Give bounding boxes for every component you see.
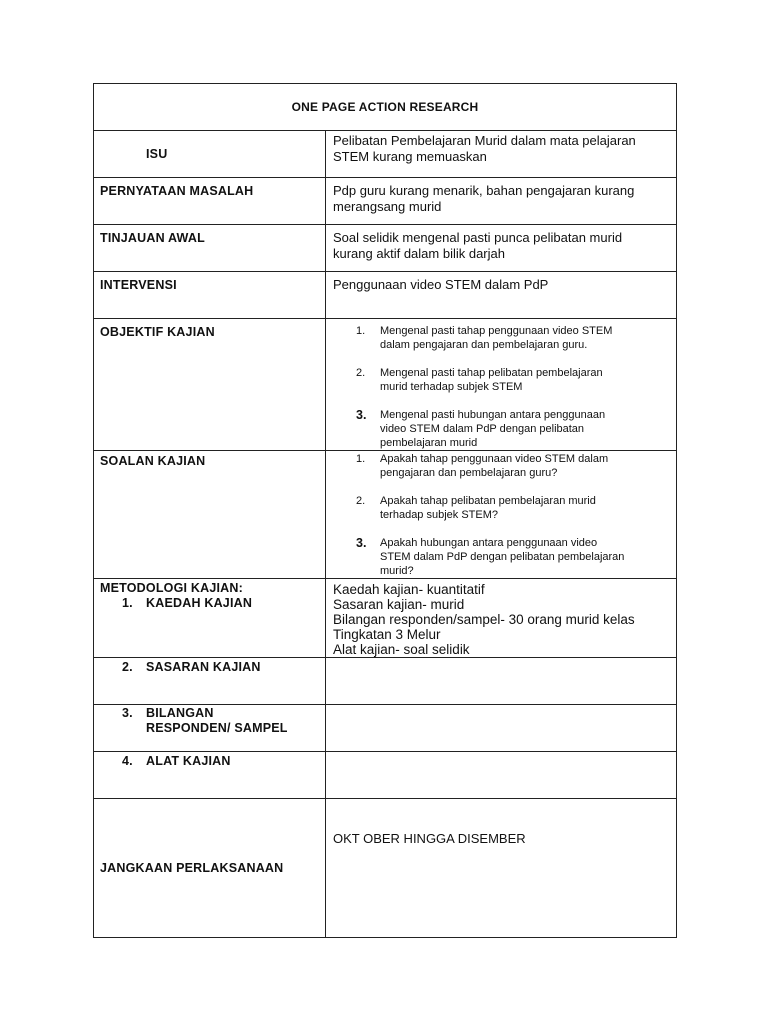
alat-kajian-label xyxy=(100,754,325,769)
list-item xyxy=(356,452,676,480)
soalan-kajian-label: SOALAN KAJIAN xyxy=(100,454,206,468)
list-item xyxy=(356,366,676,394)
intervensi-label-cell xyxy=(94,272,326,319)
isu-value-cell xyxy=(326,131,677,178)
jangkaan-perlaksanaan-label: JANGKAAN PERLAKSANAAN xyxy=(100,860,284,875)
soalan-kajian-value-cell xyxy=(326,451,677,579)
list-item-line: Mengenal pasti tahap penggunaan video STEM xyxy=(380,325,613,337)
metodologi-line-1: Kaedah kajian- kuantitatif xyxy=(333,582,485,597)
list-item-line: pengajaran dan pembelajaran guru? xyxy=(380,467,558,479)
document-title xyxy=(94,84,677,131)
metodologi-value-cell xyxy=(326,579,677,658)
objektif-kajian-list xyxy=(326,324,676,450)
title-row xyxy=(94,84,677,131)
isu-label: ISU xyxy=(146,146,168,161)
sasaran-kajian-label xyxy=(100,660,325,675)
row-soalan-kajian xyxy=(94,451,677,579)
list-item-line: Apakah tahap pelibatan pembelajaran murid xyxy=(380,495,596,507)
jangkaan-perlaksanaan-label-cell xyxy=(94,799,326,938)
list-item-line: murid terhadap subjek STEM xyxy=(380,381,523,393)
tinjauan-awal-value-cell xyxy=(326,225,677,272)
bilangan-responden-value-cell xyxy=(326,705,677,752)
isu-label-cell xyxy=(94,131,326,178)
sasaran-kajian-value-cell xyxy=(326,658,677,705)
objektif-kajian-label-cell xyxy=(94,319,326,451)
list-item-line: dalam pengajaran dan pembelajaran guru. xyxy=(380,339,588,351)
metodologi-line-2: Sasaran kajian- murid xyxy=(333,597,465,612)
intervensi-value-cell xyxy=(326,272,677,319)
list-item xyxy=(356,536,676,578)
sasaran-kajian-number: 2. xyxy=(122,660,133,674)
row-pernyataan-masalah xyxy=(94,178,677,225)
row-isu xyxy=(94,131,677,178)
alat-kajian-value-cell xyxy=(326,752,677,799)
list-item-line: Mengenal pasti tahap pelibatan pembelajaran xyxy=(380,367,603,379)
list-item-number: 3. xyxy=(356,408,367,422)
list-item-line: pembelajaran murid xyxy=(380,437,478,449)
row-objektif-kajian xyxy=(94,319,677,451)
bilangan-responden-line-2: RESPONDEN/ SAMPEL xyxy=(146,721,288,735)
metodologi-label-cell xyxy=(94,579,326,658)
bilangan-responden-number: 3. xyxy=(122,706,133,720)
document-title-text: ONE PAGE ACTION RESEARCH xyxy=(291,100,479,114)
list-item-number: 3. xyxy=(356,536,367,550)
list-item xyxy=(356,324,676,352)
tinjauan-awal-line-1: Soal selidik mengenal pasti punca pelibatan murid xyxy=(333,230,623,245)
bilangan-responden-label xyxy=(100,706,325,736)
metodologi-label: METODOLOGI KAJIAN: xyxy=(100,581,243,595)
list-item-line: terhadap subjek STEM? xyxy=(380,509,499,521)
metodologi-line-5: Alat kajian- soal selidik xyxy=(333,642,470,657)
soalan-kajian-label-cell xyxy=(94,451,326,579)
list-item-line: STEM dalam PdP dengan pelibatan pembelajaran xyxy=(380,551,625,563)
alat-kajian-number: 4. xyxy=(122,754,133,768)
objektif-kajian-value-cell xyxy=(326,319,677,451)
intervensi-label: INTERVENSI xyxy=(100,278,177,292)
sasaran-kajian-label-cell xyxy=(94,658,326,705)
objektif-kajian-label: OBJEKTIF KAJIAN xyxy=(100,325,215,339)
list-item-line: Apakah hubungan antara penggunaan video xyxy=(380,537,598,549)
pernyataan-masalah-value-cell xyxy=(326,178,677,225)
list-item-number: 2. xyxy=(356,495,366,507)
row-intervensi xyxy=(94,272,677,319)
alat-kajian-label-cell xyxy=(94,752,326,799)
bilangan-responden-label-cell xyxy=(94,705,326,752)
pernyataan-masalah-line-2: merangsang murid xyxy=(333,199,442,214)
row-alat-kajian xyxy=(94,752,677,799)
tinjauan-awal-label: TINJAUAN AWAL xyxy=(100,231,205,245)
list-item xyxy=(356,408,676,450)
list-item xyxy=(356,494,676,522)
row-metodologi-kajian xyxy=(94,579,677,658)
metodologi-line-4: Tingkatan 3 Melur xyxy=(333,627,441,642)
kaedah-kajian-number: 1. xyxy=(122,596,133,610)
alat-kajian-text: ALAT KAJIAN xyxy=(146,754,231,768)
pernyataan-masalah-label-cell xyxy=(94,178,326,225)
list-item-line: murid? xyxy=(380,565,414,577)
list-item-line: video STEM dalam PdP dengan pelibatan xyxy=(380,423,585,435)
row-sasaran-kajian xyxy=(94,658,677,705)
row-bilangan-responden xyxy=(94,705,677,752)
tinjauan-awal-line-2: kurang aktif dalam bilik darjah xyxy=(333,246,505,261)
list-item-number: 1. xyxy=(356,453,366,465)
row-tinjauan-awal xyxy=(94,225,677,272)
isu-line-2: STEM kurang memuaskan xyxy=(333,149,487,164)
kaedah-kajian-label xyxy=(100,596,325,611)
list-item-line: Apakah tahap penggunaan video STEM dalam xyxy=(380,453,609,465)
jangkaan-perlaksanaan-value: OKT OBER HINGGA DISEMBER xyxy=(333,831,526,846)
jangkaan-perlaksanaan-value-cell xyxy=(326,799,677,938)
kaedah-kajian-text: KAEDAH KAJIAN xyxy=(146,596,253,610)
isu-line-1: Pelibatan Pembelajaran Murid dalam mata pelajaran xyxy=(333,133,636,148)
list-item-number: 1. xyxy=(356,325,366,337)
action-research-table xyxy=(93,83,677,938)
list-item-number: 2. xyxy=(356,367,366,379)
pernyataan-masalah-label: PERNYATAAN MASALAH xyxy=(100,184,254,198)
metodologi-line-3: Bilangan responden/sampel- 30 orang murid kelas xyxy=(333,612,635,627)
intervensi-value: Penggunaan video STEM dalam PdP xyxy=(333,277,549,292)
tinjauan-awal-label-cell xyxy=(94,225,326,272)
pernyataan-masalah-line-1: Pdp guru kurang menarik, bahan pengajaran kurang xyxy=(333,183,635,198)
soalan-kajian-list xyxy=(326,452,676,578)
bilangan-responden-line-1: BILANGAN xyxy=(146,706,214,720)
sasaran-kajian-text: SASARAN KAJIAN xyxy=(146,660,261,674)
list-item-line: Mengenal pasti hubungan antara penggunaan xyxy=(380,409,606,421)
row-jangkaan-perlaksanaan xyxy=(94,799,677,938)
